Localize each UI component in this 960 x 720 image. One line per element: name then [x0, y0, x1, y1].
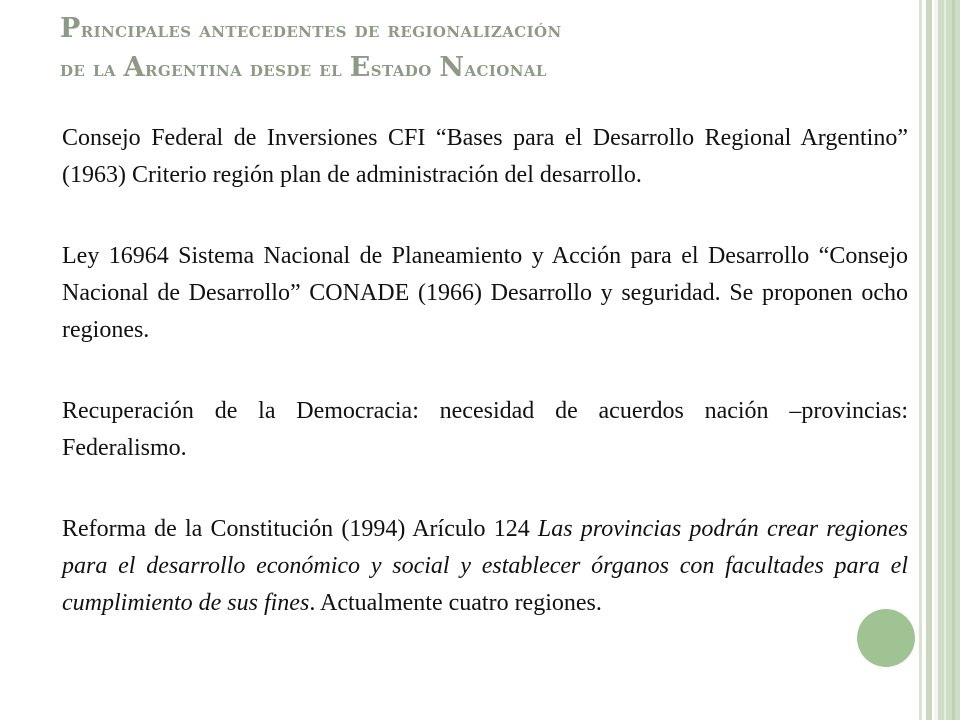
paragraph-reforma — [62, 511, 908, 622]
decorative-stripe — [919, 0, 922, 720]
decorative-circle — [857, 609, 915, 667]
title-cap-letter: P — [60, 13, 81, 44]
title-text: acional — [464, 56, 547, 81]
decorative-stripe — [938, 0, 960, 720]
title-cap-letter: E — [349, 52, 371, 83]
decorative-stripe — [926, 0, 932, 720]
title-cap-letter: A — [123, 52, 146, 83]
title-line-2 — [60, 52, 547, 83]
title-text: rgentina desde el — [145, 56, 350, 81]
title-line-1 — [60, 13, 562, 44]
decorative-stripe — [944, 0, 946, 720]
paragraph-reforma-intro: Reforma de la Constitución (1994) Arículo 124 — [62, 516, 538, 542]
title-cap-letter: N — [439, 52, 465, 83]
title-text: stado — [370, 56, 440, 81]
paragraph-reforma-outro: . Actualmente cuatro regiones. — [309, 590, 602, 616]
paragraph-reforma-quote: Las provincias podrán crear regiones para el desarrollo económico y social y establecer órganos con facultades para el cumplimiento de sus fines — [62, 516, 908, 616]
title-text: de la — [60, 56, 124, 81]
title-text: rincipales antecedentes de regionalización — [80, 17, 562, 42]
paragraph-cfi: Consejo Federal de Inversiones CFI “Bases para el Desarrollo Regional Argentino” (1963) Criterio región plan de administración del desarrollo. — [62, 125, 908, 188]
decorative-stripe — [952, 0, 955, 720]
paragraph-democracia: Recuperación de la Democracia: necesidad de acuerdos nación –provincias: Federalismo. — [62, 398, 908, 461]
slide-title — [60, 10, 900, 88]
paragraph-conade: Ley 16964 Sistema Nacional de Planeamiento y Acción para el Desarrollo “Consejo Nacional de Desarrollo” CONADE (1966) Desarrollo y seguridad. Se proponen ocho regiones. — [62, 243, 908, 343]
slide-body — [62, 120, 908, 622]
